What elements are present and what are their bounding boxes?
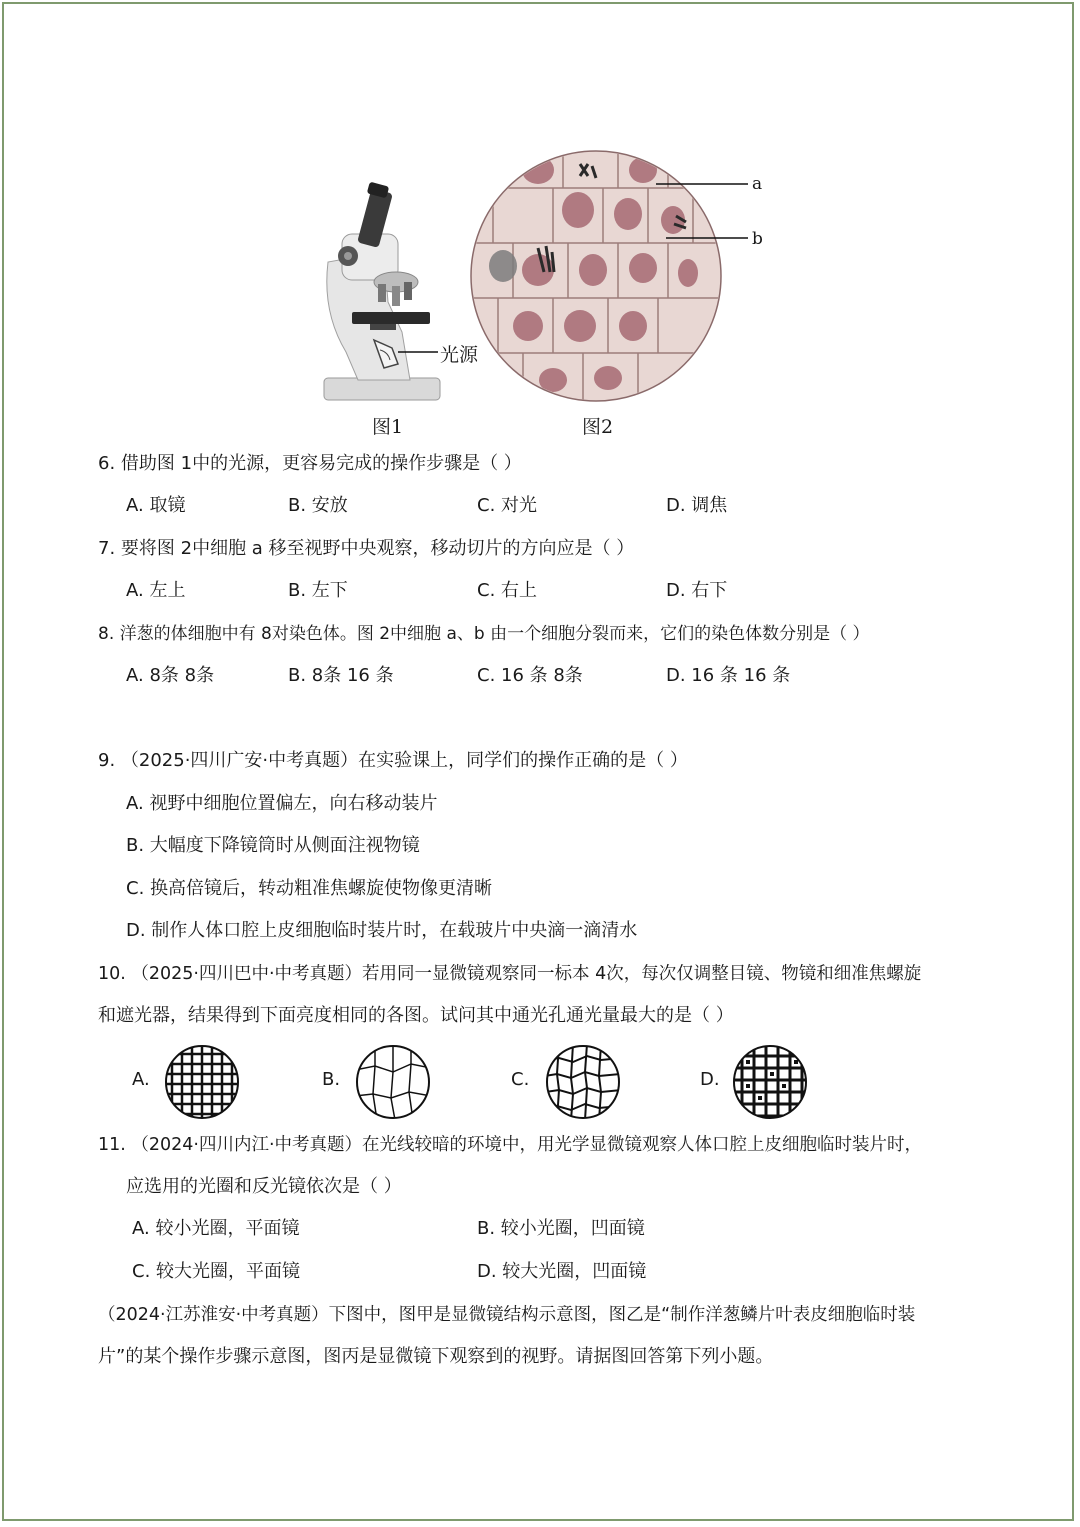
q6-option-d: D. 调焦 — [666, 495, 728, 516]
cells-micrograph — [468, 148, 768, 408]
q9-stem: 9. （2025·四川广安·中考真题）在实验课上，同学们的操作正确的是（ ） — [98, 750, 688, 771]
q11-stem-line1: 11. （2024·四川内江·中考真题）在光线较暗的环境中，用光学显微镜观察人体口腔上皮细胞临时装片时， — [98, 1135, 923, 1155]
q9-option-c: C. 换高倍镜后，转动粗准焦螺旋使物像更清晰 — [126, 878, 493, 899]
q10-label-b: B. — [322, 1069, 341, 1090]
q10-view-b — [355, 1044, 431, 1120]
q10-label-a: A. — [132, 1069, 150, 1090]
q7-option-c: C. 右上 — [477, 580, 538, 601]
q10-label-c: C. — [511, 1069, 530, 1090]
q10-view-d — [732, 1044, 808, 1120]
q10-view-c — [545, 1044, 621, 1120]
q11-stem-line2: 应选用的光圈和反光镜依次是（ ） — [126, 1176, 402, 1197]
q6-option-b: B. 安放 — [288, 495, 348, 516]
q9-option-b: B. 大幅度下降镜筒时从侧面注视物镜 — [126, 835, 420, 856]
q7-option-a: A. 左上 — [126, 580, 186, 601]
q10-stem-line1: 10. （2025·四川巴中·中考真题）若用同一显微镜观察同一标本 4次，每次仅调整目镜、物镜和细准焦螺旋 — [98, 964, 922, 984]
q10-label-d: D. — [700, 1069, 720, 1090]
q11-option-b: B. 较小光圈，凹面镜 — [477, 1218, 645, 1239]
intro-line1: （2024·江苏淮安·中考真题）下图中，图甲是显微镜结构示意图，图乙是“制作洋葱鳞片叶表皮细胞临时装 — [98, 1305, 916, 1325]
q6-option-c: C. 对光 — [477, 495, 538, 516]
microscope-figure — [318, 182, 488, 412]
q6-stem: 6. 借助图 1中的光源，更容易完成的操作步骤是（ ） — [98, 453, 522, 474]
light-source-label: 光源 — [440, 344, 479, 366]
q10-stem-line2: 和遮光器，结果得到下面亮度相同的各图。试问其中通光孔通光量最大的是（ ） — [98, 1005, 734, 1026]
q7-option-b: B. 左下 — [288, 580, 348, 601]
figure2-caption: 图2 — [582, 416, 614, 438]
q11-option-a: A. 较小光圈，平面镜 — [132, 1218, 300, 1239]
q8-option-c: C. 16 条 8条 — [477, 665, 583, 686]
label-a: a — [752, 174, 763, 194]
q7-option-d: D. 右下 — [666, 580, 728, 601]
figure1-caption: 图1 — [372, 416, 404, 438]
q11-option-d: D. 较大光圈，凹面镜 — [477, 1261, 647, 1282]
q10-view-a — [164, 1044, 240, 1120]
q8-stem: 8. 洋葱的体细胞中有 8对染色体。图 2中细胞 a、b 由一个细胞分裂而来，它们的染色体数分别是（ ） — [98, 624, 870, 644]
label-b: b — [752, 229, 763, 249]
q9-option-a: A. 视野中细胞位置偏左，向右移动装片 — [126, 793, 438, 814]
q9-option-d: D. 制作人体口腔上皮细胞临时装片时，在载玻片中央滴一滴清水 — [126, 920, 638, 941]
intro-line2: 片”的某个操作步骤示意图，图丙是显微镜下观察到的视野。请据图回答第下列小题。 — [98, 1346, 774, 1367]
q11-option-c: C. 较大光圈，平面镜 — [132, 1261, 301, 1282]
q8-option-a: A. 8条 8条 — [126, 665, 215, 686]
q7-stem: 7. 要将图 2中细胞 a 移至视野中央观察，移动切片的方向应是（ ） — [98, 538, 635, 559]
q8-option-b: B. 8条 16 条 — [288, 665, 394, 686]
q8-option-d: D. 16 条 16 条 — [666, 665, 791, 686]
q6-option-a: A. 取镜 — [126, 495, 186, 516]
